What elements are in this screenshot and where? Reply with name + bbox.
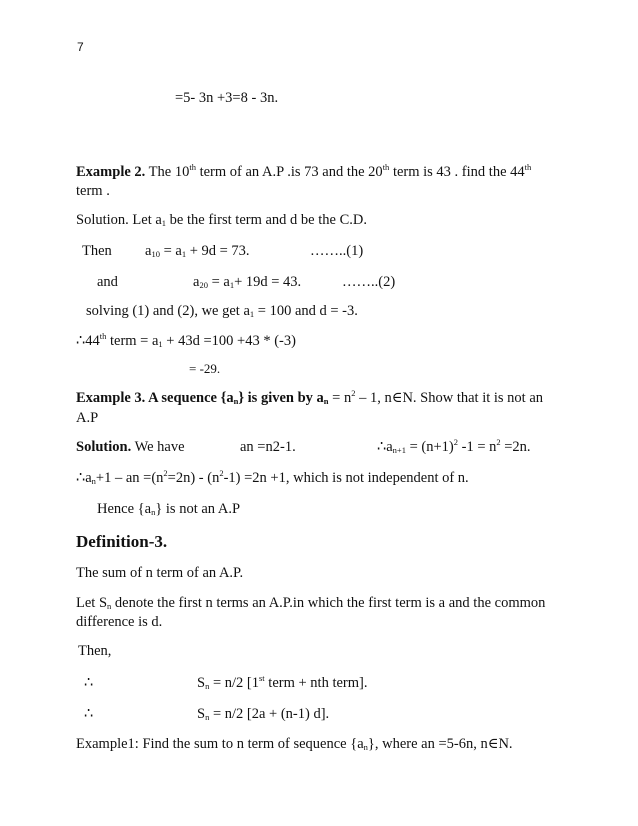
sum-line: The sum of n term of an A.P. [76, 565, 244, 581]
text: = a [207, 274, 230, 290]
text: a [145, 243, 152, 259]
example-2-line-2: term . [76, 183, 110, 199]
subscript: 1 [249, 309, 255, 319]
text: + 43d =100 +43 * (-3) [162, 333, 296, 349]
subscript: n [205, 712, 210, 722]
therefore-symbol-1: ∴ [84, 675, 94, 691]
superscript: 2 [351, 388, 356, 398]
superscript: 2 [453, 437, 458, 447]
text: Hence {a [97, 501, 152, 517]
superscript: th [99, 331, 107, 341]
and-label: and [97, 274, 118, 290]
text: = n/2 [1 [209, 675, 259, 691]
superscript: th [189, 162, 196, 172]
solving-line [86, 304, 358, 319]
subscript: n+1 [392, 445, 406, 455]
text: } is not an A.P [155, 501, 241, 517]
text: Solution. Let a [76, 212, 162, 228]
text: +1 – an =(n [95, 470, 164, 486]
text: -1) =2n +1, which is not independent of n. [223, 470, 469, 486]
let-line-2: difference is d. [76, 614, 163, 630]
example-2-label: Example 2. [76, 164, 146, 180]
text: term is 43 . find the 44 [389, 164, 525, 180]
therefore-symbol-2: ∴ [84, 706, 94, 722]
text: term + nth term]. [264, 675, 368, 691]
text: be the first term and d be the C.D. [166, 212, 367, 228]
text: term of an A.P .is 73 and the 20 [195, 164, 383, 180]
subscript: n [151, 507, 156, 517]
superscript: 2 [219, 468, 224, 478]
text: Example 3. A sequence {a [76, 390, 234, 406]
solution-3-an: an =n2-1. [240, 439, 296, 455]
example-3-line-2: A.P [76, 410, 99, 426]
subscript: 1 [161, 218, 167, 228]
superscript: th [524, 162, 532, 172]
text: = n [328, 390, 352, 406]
text: Example1: Find the sum to n term of sequence {a [76, 736, 364, 752]
text: denote the first n terms an A.P.in which the first term is a and the common [111, 595, 546, 611]
superscript: st [259, 673, 265, 683]
text: + 19d = 43. [234, 274, 302, 290]
equation-top: =5- 3n +3=8 - 3n. [175, 90, 279, 106]
equation-1-tag: ……..(1) [310, 243, 364, 259]
hence-line [97, 502, 240, 517]
solution-3-label: Solution. [76, 439, 132, 455]
subscript: 1 [158, 339, 163, 349]
example-2-line-1 [76, 162, 532, 180]
text: -1 = n [457, 439, 497, 455]
text: ∴44 [76, 333, 100, 349]
subscript: n [107, 601, 112, 611]
term-44-line [76, 331, 296, 349]
subscript: n [323, 396, 329, 406]
text: } is given by a [238, 390, 324, 406]
sum-formula-2 [197, 707, 329, 722]
subscript: 20 [199, 280, 208, 290]
text: ∴a [76, 470, 92, 486]
subscript: n [205, 681, 210, 691]
text: Let S [76, 595, 108, 611]
text: ∴a [377, 439, 393, 455]
subscript: 1 [181, 249, 187, 259]
text: = 100 and d = -3. [254, 303, 358, 319]
term-44-result: = -29. [189, 361, 221, 376]
subscript: 10 [151, 249, 160, 259]
superscript: 2 [496, 437, 501, 447]
example-3-line-1 [76, 388, 544, 406]
text: a [193, 274, 200, 290]
text: =2n. [500, 439, 531, 455]
solution-line [76, 213, 367, 228]
text: + 9d = 73. [186, 243, 250, 259]
text: – 1, n∈N. Show that it is not an [355, 390, 544, 406]
subscript: 1 [229, 280, 235, 290]
text: The 10 [148, 164, 190, 180]
example-1-line [76, 737, 513, 752]
text: S [197, 706, 206, 722]
page-number: 7 [77, 40, 84, 54]
text: S [197, 675, 206, 691]
definition-heading: Definition-3. [76, 532, 168, 551]
text: We have [131, 439, 185, 455]
difference-line [76, 468, 469, 486]
text: }, where an =5-6n, n∈N. [367, 736, 513, 752]
solution-3-next-term [377, 437, 531, 455]
equation-2 [193, 275, 301, 290]
solution-3-line [76, 440, 185, 455]
subscript: n [91, 476, 96, 486]
equation-2-tag: ……..(2) [342, 274, 396, 290]
sum-formula-1 [197, 673, 368, 691]
text: = (n+1) [405, 439, 454, 455]
subscript: n [233, 396, 239, 406]
superscript: 2 [163, 468, 168, 478]
equation-1 [145, 244, 250, 259]
superscript: th [382, 162, 390, 172]
text: = a [159, 243, 182, 259]
text: =2n) - (n [167, 470, 220, 486]
then-label: Then [82, 243, 112, 259]
then-2-label: Then, [78, 643, 112, 659]
text: solving (1) and (2), we get a [86, 303, 250, 319]
text: term = a [106, 333, 159, 349]
text: = n/2 [2a + (n-1) d]. [209, 706, 330, 722]
let-line-1 [76, 596, 545, 611]
subscript: n [363, 742, 368, 752]
